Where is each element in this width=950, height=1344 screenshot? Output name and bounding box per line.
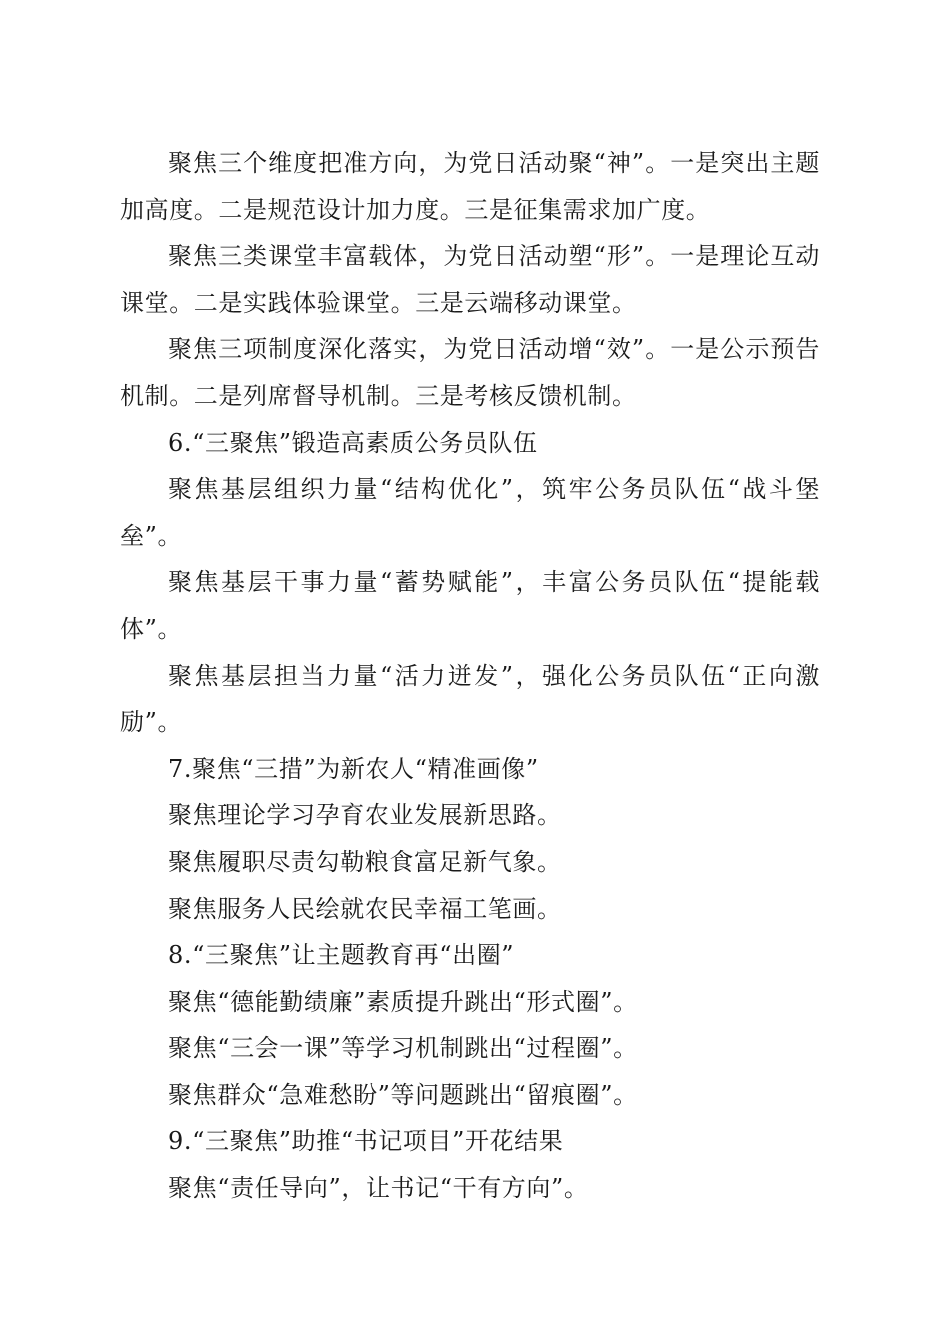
paragraph: 聚焦基层担当力量“活力迸发”，强化公务员队伍“正向激励”。 (120, 661, 820, 737)
paragraph: 聚焦“责任导向”，让书记“干有方向”。 (168, 1174, 589, 1203)
paragraph: 聚焦基层组织力量“结构优化”，筑牢公务员队伍“战斗堡垒”。 (120, 475, 820, 550)
paragraph: 聚焦理论学习孕育农业发展新思路。 (168, 801, 562, 830)
section-heading: 8.“三聚焦”让主题教育再“出圈” (168, 941, 515, 970)
paragraph: 聚焦三个维度把准方向，为党日活动聚“神”。一是突出主题加高度。二是规范设计加力度。三是征集需求加广度。 (120, 149, 820, 224)
paragraph: 聚焦“三会一课”等学习机制跳出“过程圈”。 (168, 1034, 638, 1063)
paragraph: 聚焦服务人民绘就农民幸福工笔画。 (168, 894, 562, 923)
section-heading: 9.“三聚焦”助推“书记项目”开花结果 (168, 1127, 564, 1156)
paragraph: 聚焦三项制度深化落实，为党日活动增“效”。一是公示预告机制。二是列席督导机制。三是考核反馈机制。 (120, 335, 820, 410)
paragraph: 聚焦三类课堂丰富载体，为党日活动塑“形”。一是理论互动课堂。二是实践体验课堂。三是云端移动课堂。 (120, 242, 820, 317)
section-heading: 6.“三聚焦”锻造高素质公务员队伍 (168, 428, 538, 457)
paragraph: 聚焦“德能勤绩廉”素质提升跳出“形式圈”。 (168, 987, 638, 1016)
paragraph: 聚焦群众“急难愁盼”等问题跳出“留痕圈”。 (168, 1080, 638, 1109)
paragraph: 聚焦履职尽责勾勒粮食富足新气象。 (168, 847, 562, 876)
section-heading: 7.聚焦“三措”为新农人“精准画像” (168, 754, 539, 783)
paragraph: 聚焦基层干事力量“蓄势赋能”，丰富公务员队伍“提能载体”。 (120, 568, 820, 643)
